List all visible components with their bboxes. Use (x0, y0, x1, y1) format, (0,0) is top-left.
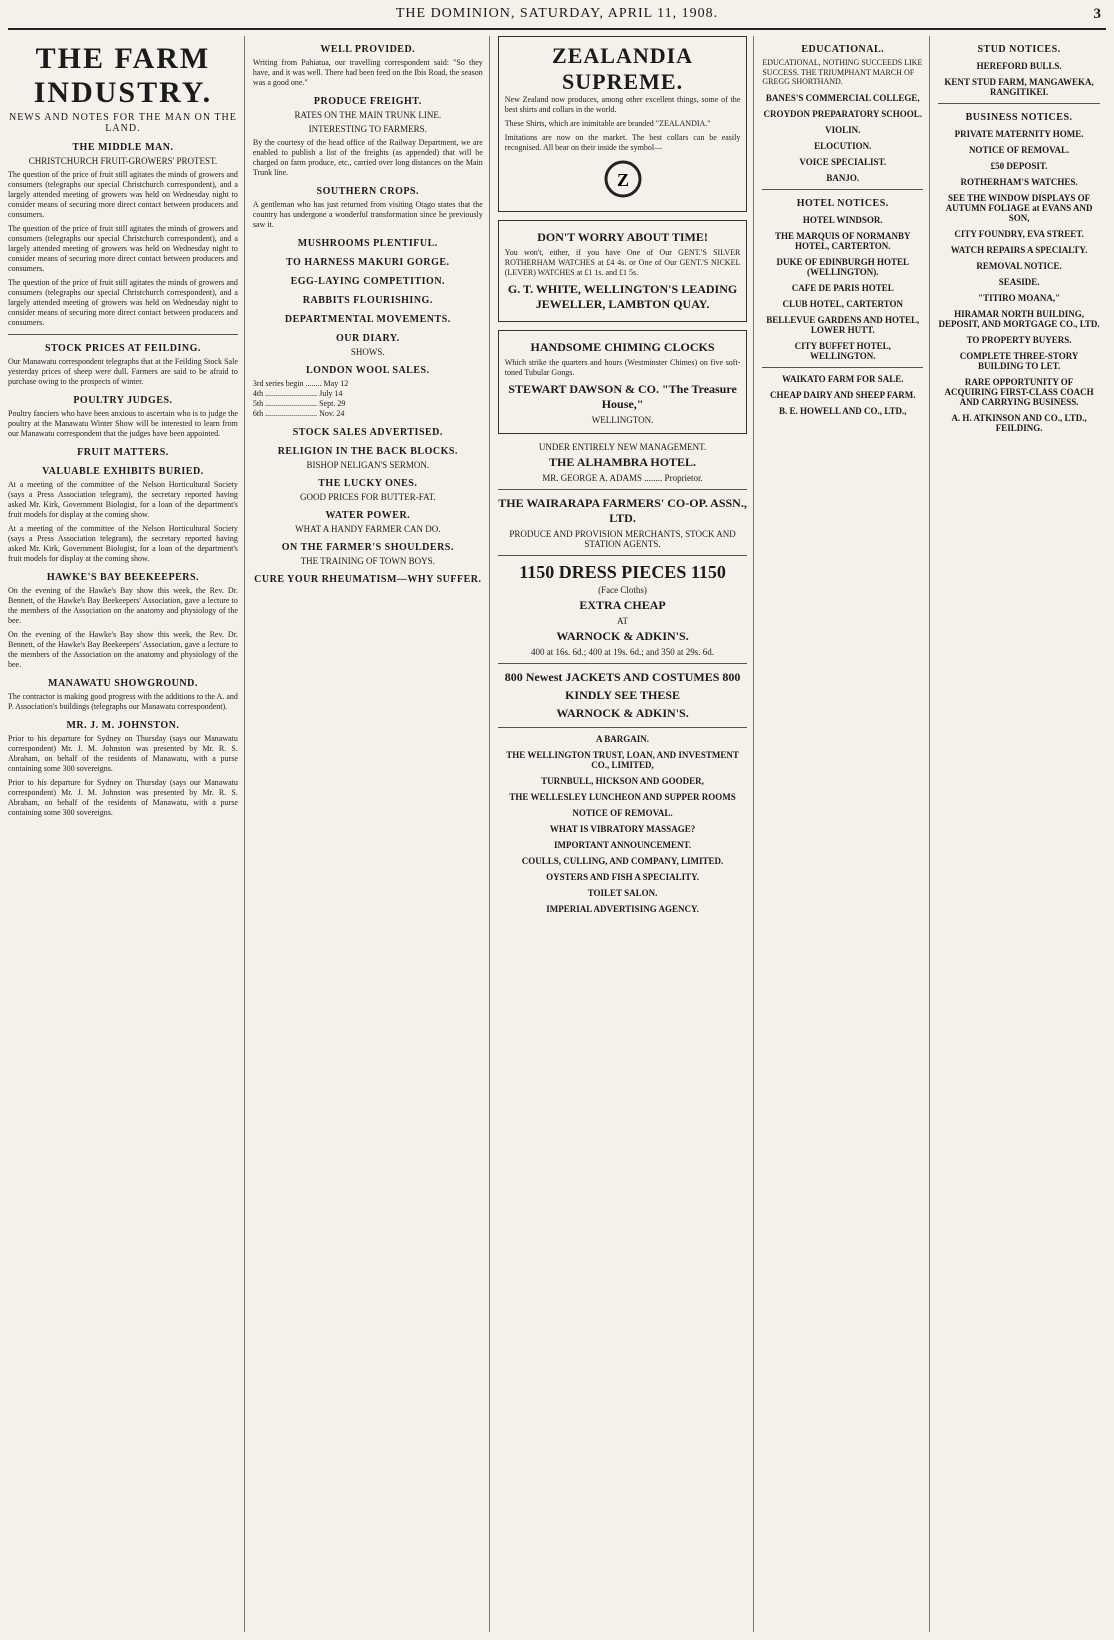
hotel-name: BELLEVUE GARDENS AND HOTEL, LOWER HUTT. (766, 314, 920, 335)
small-ad-head: TOILET SALON. (587, 888, 658, 898)
advert-dress-pieces (498, 562, 748, 583)
article-body: On the evening of the Hawke's Bay show this week, the Rev. Dr. Bennett, of the Hawke's Bay Beekeepers' Association, gave a lecture to the members of the Association on the anatomy and physiology of the bee. (8, 630, 238, 669)
advert-head: VOICE SPECIALIST. (799, 156, 887, 167)
advert-head: TO PROPERTY BUYERS. (966, 335, 1072, 345)
divider (8, 334, 238, 335)
article-head: VALUABLE EXHIBITS BURIED. (42, 466, 204, 477)
advert-head: VIOLIN. (825, 124, 861, 135)
article-head: FRUIT MATTERS. (77, 447, 169, 458)
advert-body: Imitations are now on the market. The best collars can be easily recognised. All bear on their inside the symbol— (504, 133, 741, 152)
article-body: Poultry fanciers who have been anxious to ascertain who is to judge the poultry at the Manawatu Winter Show will be interested to learn from our Manawatu correspondent that the judges have been appointed. (8, 409, 238, 438)
article-head: STOCK SALES ADVERTISED. (292, 427, 443, 438)
advert-head: COMPLETE THREE-STORY BUILDING TO LET. (959, 351, 1079, 371)
article-head: DEPARTMENTAL MOVEMENTS. (284, 314, 451, 325)
advert-management: UNDER ENTIRELY NEW MANAGEMENT. (538, 442, 707, 452)
small-ad-head: OYSTERS AND FISH A SPECIALITY. (546, 872, 700, 882)
article-head: RELIGION IN THE BACK BLOCKS. (277, 446, 458, 457)
article-body: A gentleman who has just returned from visiting Otago states that the country has undergone a wonderful transformation since he previously saw it. (252, 200, 483, 229)
advert-body: You won't, either, if you have One of Our GENT.'S SILVER ROTHERHAM WATCHES at £4 4s. or One of Our GENT.'S NICKEL (LEVER) WATCHES at £1 1s. and £1 5s. (504, 248, 741, 277)
divider (938, 103, 1100, 104)
advert-count: 1150 (519, 562, 555, 582)
divider (762, 367, 923, 368)
article-body: At a meeting of the committee of the Nelson Horticultural Society (says a Press Association telegram), the secretary reported having asked Mr. Kirk, Government Biologist, for a loan of the department's fruit models for display at the coming show. (8, 524, 238, 563)
advert-body: EDUCATIONAL, NOTHING SUCCEEDS LIKE SUCCESS. THE TRIUMPHANT MARCH OF GREGG SHORTHAND. (762, 58, 923, 87)
advert-clocks (498, 330, 748, 434)
article-head: STOCK PRICES AT FEILDING. (45, 343, 201, 354)
article-body: Our Manawatu correspondent telegraphs that at the Feilding Stock Sale yesterday prices of sheep were dull. Farmers are said to be afraid to purchase owing to the prospects of winter. (8, 357, 238, 386)
masthead-title: THE DOMINION, SATURDAY, APRIL 11, 1908. (395, 6, 719, 21)
advert-jackets (498, 670, 748, 685)
advert-city: WELLINGTON. (591, 415, 654, 425)
advert-head: KENT STUD FARM, MANGAWEKA, RANGITIKEI. (944, 77, 1094, 97)
advert-signature: G. T. WHITE, WELLINGTON'S LEADING JEWELLER, LAMBTON QUAY. (507, 282, 738, 311)
advert-body: Which strike the quarters and hours (Westminster Chimes) on five soft-toned Tubular Gongs. (504, 358, 741, 377)
small-ad-head: IMPERIAL ADVERTISING AGENCY. (546, 904, 699, 914)
list-item: 3rd series begin ........ May 12 (252, 379, 349, 388)
advert-count: 800 (504, 670, 523, 684)
article-head: LONDON WOOL SALES. (306, 365, 430, 376)
hotel-name: THE MARQUIS OF NORMANBY HOTEL, CARTERTON. (775, 230, 911, 251)
advert-mid: EXTRA CHEAP (579, 598, 666, 612)
list-item: 4th .......................... July 14 (252, 389, 343, 398)
article-head: PRODUCE FREIGHT. (313, 96, 422, 107)
advert-title: DON'T WORRY ABOUT TIME! (537, 230, 708, 244)
symbol-letter: Z (616, 170, 629, 190)
hotel-name: DUKE OF EDINBURGH HOTEL (WELLINGTON). (776, 256, 909, 277)
advert-head: CITY FOUNDRY, EVA STREET. (954, 229, 1084, 239)
article-head: SOUTHERN CROPS. (316, 186, 420, 197)
advert-title: ZEALANDIA SUPREME. (552, 43, 694, 94)
article-body: At a meeting of the committee of the Nelson Horticultural Society (says a Press Association telegram), the secretary reported having asked Mr. Kirk, Government Biologist, for a loan of the department's fruit models for display at the coming show. (8, 480, 238, 519)
advert-head: CROYDON PREPARATORY SCHOOL. (763, 108, 923, 119)
list-item: 6th .......................... Nov. 24 (252, 409, 345, 418)
advert-head: HIRAMAR NORTH BUILDING, DEPOSIT, AND MORTGAGE CO., LTD. (938, 309, 1100, 329)
section-subtitle: NEWS AND NOTES FOR THE MAN ON THE LAND. (8, 112, 237, 134)
zealandia-logo (505, 159, 741, 199)
article-head: THE MIDDLE MAN. (72, 142, 174, 153)
article-subhead: INTERESTING TO FARMERS. (308, 124, 427, 134)
advert-watches (498, 220, 748, 322)
small-ad-head: THE WELLINGTON TRUST, LOAN, AND INVESTMENT CO., LIMITED, (506, 750, 739, 770)
advert-head: PRIVATE MATERNITY HOME. (954, 129, 1084, 139)
divider (498, 489, 748, 490)
column-adverts (498, 36, 755, 1632)
advert-title: HANDSOME CHIMING CLOCKS (530, 340, 715, 354)
advert-head: WAIKATO FARM FOR SALE. (782, 373, 904, 384)
advert-count: 1150 (690, 562, 726, 582)
advert-head: SEE THE WINDOW DISPLAYS OF AUTUMN FOLIAGE at EVANS AND SON, (945, 193, 1093, 223)
small-ad-head: COULLS, CULLING, AND COMPANY, LIMITED. (521, 856, 724, 866)
article-body: The question of the price of fruit still agitates the minds of growers and consumers (telegraphs our special Christchurch correspondent), and a largely attended meeting of growers was held on Wednesday night to consider means of securing more direct contact between producers and consumers. (8, 278, 238, 327)
article-subhead: WHAT A HANDY FARMER CAN DO. (295, 524, 441, 534)
advert-proprietor: MR. GEORGE A. ADAMS ........ Proprietor. (542, 473, 703, 483)
advert-title: Newest JACKETS AND COSTUMES (525, 670, 720, 684)
column-farm-industry (8, 36, 245, 1632)
advert-zealandia (498, 36, 748, 212)
advert-head: WATCH REPAIRS A SPECIALTY. (950, 245, 1088, 255)
article-body: The contractor is making good progress with the additions to the A. and P. Association's buildings (telegraphs our Manawatu correspondent). (8, 692, 238, 711)
advert-signature: STEWART DAWSON & CO. "The Treasure House," (508, 382, 737, 411)
article-head: HAWKE'S BAY BEEKEEPERS. (46, 572, 200, 583)
small-ad-head: NOTICE OF REMOVAL. (572, 808, 673, 818)
advert-at: AT (617, 616, 629, 626)
article-body: Prior to his departure for Sydney on Thursday (says our Manawatu correspondent) Mr. J. M. Johnston was presented by Mr. R. S. Abraham, on behalf of the residents of Manawatu, with a purse containing some 300 sovereigns. (8, 734, 238, 773)
page-number: 3 (1093, 6, 1102, 22)
list-item: 5th .......................... Sept. 29 (252, 399, 346, 408)
small-ad-head: A BARGAIN. (596, 734, 650, 744)
section-head: BUSINESS NOTICES. (965, 112, 1073, 123)
divider (498, 663, 748, 664)
article-head: WATER POWER. (325, 510, 411, 521)
advert-footer: B. E. HOWELL AND CO., LTD., (779, 405, 907, 416)
wool-sales-list (253, 379, 483, 419)
divider (762, 189, 923, 190)
advert-sub: (Face Cloths) (598, 585, 647, 595)
article-subhead: BISHOP NELIGAN'S SERMON. (306, 460, 430, 470)
small-ad-head: IMPORTANT ANNOUNCEMENT. (553, 840, 692, 850)
article-body: The question of the price of fruit still agitates the minds of growers and consumers (telegraphs our special Christchurch correspondent), and a largely attended meeting of growers was held on Wednesday night to consider means of securing more direct contact between producers and consumers. (8, 224, 238, 273)
article-head: TO HARNESS MAKURI GORGE. (286, 257, 450, 268)
advert-name: WARNOCK & ADKIN'S. (556, 706, 689, 720)
advert-prices: 400 at 16s. 6d.; 400 at 19s. 6d.; and 350 at 29s. 6d. (531, 647, 715, 657)
section-head: HOTEL NOTICES. (796, 197, 889, 209)
masthead (8, 6, 1106, 30)
advert-head: REMOVAL NOTICE. (976, 261, 1062, 271)
columns (8, 36, 1106, 1632)
hotel-name: CITY BUFFET HOTEL, WELLINGTON. (794, 340, 891, 361)
article-head: WELL PROVIDED. (320, 44, 416, 55)
advert-head: NOTICE OF REMOVAL. (968, 145, 1070, 155)
article-head: ON THE FARMER'S SHOULDERS. (281, 542, 454, 553)
article-head: MUSHROOMS PLENTIFUL. (297, 238, 438, 249)
divider (498, 727, 748, 728)
article-body: By the courtesy of the head office of the Railway Department, we are enabled to publish a list of the freights (as appended) that will be charged on farm produce, etc., carried over long distances on the Main Trunk line. (252, 138, 483, 177)
section-title: THE FARM INDUSTRY. (33, 42, 213, 109)
hotel-name: CLUB HOTEL, CARTERTON (782, 298, 903, 309)
small-ad-head: THE WELLESLEY LUNCHEON AND SUPPER ROOMS (509, 792, 736, 802)
advert-head: BANES'S COMMERCIAL COLLEGE, (765, 92, 920, 103)
article-subhead: CHRISTCHURCH FRUIT-GROWERS' PROTEST. (28, 156, 218, 166)
advert-head: BANJO. (826, 172, 860, 183)
article-head: MR. J. M. JOHNSTON. (66, 720, 180, 731)
article-head: EGG-LAYING COMPETITION. (290, 276, 446, 287)
article-subhead: SHOWS. (350, 347, 385, 357)
advert-body: New Zealand now produces, among other excellent things, some of the best shirts and collars in the world. (504, 95, 741, 114)
zealandia-symbol-icon (603, 159, 643, 199)
article-head: MANAWATU SHOWGROUND. (48, 678, 198, 689)
hotel-name: HOTEL WINDSOR. (802, 214, 883, 225)
advert-wairarapa: THE WAIRARAPA FARMERS' CO-OP. ASSN., LTD. (498, 496, 747, 525)
advert-mid: KINDLY SEE THESE (565, 688, 681, 702)
article-subhead: THE TRAINING OF TOWN BOYS. (300, 556, 435, 566)
advert-head: ELOCUTION. (814, 140, 872, 151)
article-head: THE LUCKY ONES. (318, 478, 418, 489)
advert-head: HEREFORD BULLS. (976, 61, 1062, 71)
advert-head: SEASIDE. (998, 277, 1040, 287)
advert-head: RARE OPPORTUNITY OF ACQUIRING FIRST-CLASS COACH AND CARRYING BUSINESS. (944, 377, 1094, 407)
section-head: STUD NOTICES. (977, 44, 1061, 55)
article-subhead: RATES ON THE MAIN TRUNK LINE. (294, 110, 442, 120)
article-head: POULTRY JUDGES. (73, 395, 173, 406)
article-head: CURE YOUR RHEUMATISM—WHY SUFFER. (254, 574, 482, 585)
column-stud-business (938, 36, 1106, 1632)
small-ad-head: WHAT IS VIBRATORY MASSAGE? (549, 824, 696, 834)
hotel-name: CAFE DE PARIS HOTEL (791, 282, 894, 293)
divider (498, 555, 748, 556)
advert-footer: A. H. ATKINSON AND CO., LTD., FEILDING. (951, 413, 1087, 433)
advert-name: WARNOCK & ADKIN'S. (556, 629, 689, 643)
article-body: The question of the price of fruit still agitates the minds of growers and consumers (telegraphs our special Christchurch correspondent), and a largely attended meeting of growers was held on Wednesday night to consider means of securing more direct contact between producers and consumers. (8, 170, 238, 219)
advert-head: CHEAP DAIRY AND SHEEP FARM. (770, 389, 916, 400)
section-head: EDUCATIONAL. (801, 44, 885, 55)
column-educational-hotels (762, 36, 930, 1632)
advert-count: 800 (722, 670, 741, 684)
advert-body: These Shirts, which are inimitable are branded "ZEALANDIA." (504, 119, 711, 128)
article-body: Writing from Pahiatua, our travelling correspondent said: "So they have, and it was well. There had been feed on the Ibis Road, the season was a good one." (252, 58, 483, 87)
article-head: OUR DIARY. (335, 333, 400, 344)
advert-title: DRESS PIECES (558, 562, 687, 582)
advert-head: "TITIRO MOANA," (978, 293, 1061, 303)
small-ad-head: TURNBULL, HICKSON AND GOODER, (541, 776, 704, 786)
article-body: On the evening of the Hawke's Bay show this week, the Rev. Dr. Bennett, of the Hawke's Bay Beekeepers' Association, gave a lecture to the members of the Association on the anatomy and physiology of the bee. (8, 586, 238, 625)
advert-head: £50 DEPOSIT. (990, 161, 1048, 171)
advert-alhambra: THE ALHAMBRA HOTEL. (549, 455, 697, 469)
article-head: RABBITS FLOURISHING. (302, 295, 433, 306)
article-subhead: GOOD PRICES FOR BUTTER-FAT. (299, 492, 436, 502)
advert-body: PRODUCE AND PROVISION MERCHANTS, STOCK AND STATION AGENTS. (509, 529, 736, 549)
column-produce (253, 36, 490, 1632)
advert-head: ROTHERHAM'S WATCHES. (960, 177, 1078, 187)
article-body: Prior to his departure for Sydney on Thursday (says our Manawatu correspondent) Mr. J. M. Johnston was presented by Mr. R. S. Abraham, on behalf of the residents of Manawatu, with a purse containing some 300 sovereigns. (8, 778, 238, 817)
